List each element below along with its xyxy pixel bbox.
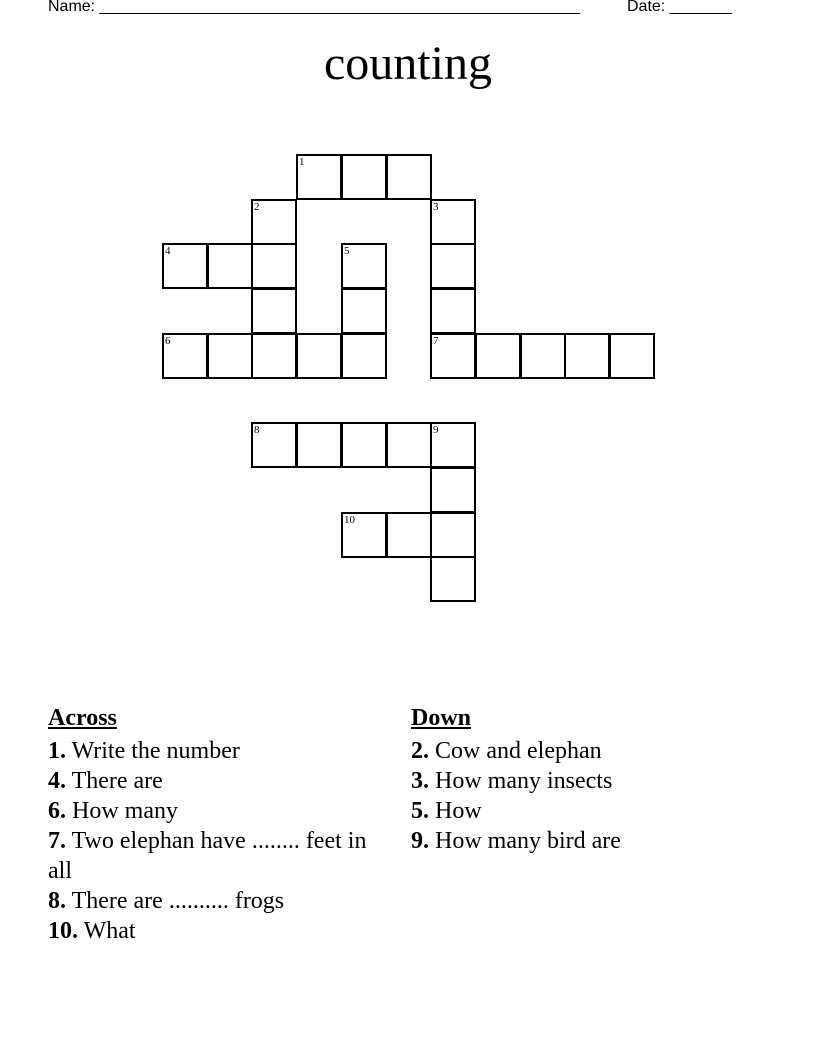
crossword-cell[interactable]: [609, 333, 655, 379]
crossword-cell[interactable]: [207, 333, 253, 379]
clue-text: How many insects: [429, 768, 613, 794]
clue-number: 4.: [48, 768, 66, 794]
clue-text: What: [78, 918, 136, 944]
crossword-cell[interactable]: [207, 243, 253, 289]
down-clue: [411, 736, 771, 766]
clue-number: 6: [165, 335, 171, 347]
clue-number: 1.: [48, 738, 66, 764]
clue-number: 8.: [48, 888, 66, 914]
date-field-label: Date: _______: [627, 0, 732, 15]
clue-text: Two elephan have ........ feet in all: [48, 828, 367, 884]
clue-number: 4: [165, 245, 171, 257]
crossword-cell[interactable]: [386, 512, 432, 558]
crossword-cell[interactable]: [251, 288, 297, 334]
crossword-cell[interactable]: [430, 288, 476, 334]
crossword-cell[interactable]: [430, 422, 476, 468]
across-clue: [48, 766, 368, 796]
crossword-cell[interactable]: [341, 422, 387, 468]
crossword-cell[interactable]: [475, 333, 521, 379]
clue-number: 3.: [411, 768, 429, 794]
crossword-cell[interactable]: [251, 243, 297, 289]
name-field-label: Name: ______________________________________________________: [48, 0, 581, 15]
clue-text: There are .......... frogs: [66, 888, 285, 914]
down-clue: [411, 766, 771, 796]
crossword-cell[interactable]: [430, 333, 476, 379]
down-heading: Down: [411, 705, 472, 731]
clue-number: 10.: [48, 918, 78, 944]
across-clue: [48, 796, 368, 826]
clue-number: 2: [254, 201, 260, 213]
crossword-cell[interactable]: [341, 333, 387, 379]
clue-number: 5.: [411, 798, 429, 824]
clue-text: How many bird are: [429, 828, 621, 854]
crossword-cell[interactable]: [251, 199, 297, 245]
across-clues: [48, 704, 368, 946]
down-clue: [411, 826, 771, 856]
crossword-cell[interactable]: [430, 467, 476, 513]
across-clue-list: [48, 736, 368, 946]
crossword-cell[interactable]: [386, 422, 432, 468]
clue-number: 1: [299, 156, 305, 168]
clue-number: 9.: [411, 828, 429, 854]
across-clue: [48, 826, 368, 886]
crossword-cell[interactable]: [251, 333, 297, 379]
crossword-cell[interactable]: [341, 512, 387, 558]
across-clue: [48, 736, 368, 766]
down-clue: [411, 796, 771, 826]
crossword-cell[interactable]: [162, 333, 208, 379]
clue-number: 2.: [411, 738, 429, 764]
crossword-cell[interactable]: [430, 556, 476, 602]
across-clue: [48, 886, 368, 916]
clue-number: 3: [433, 201, 439, 213]
down-clue-list: [411, 736, 771, 856]
crossword-cell[interactable]: [430, 512, 476, 558]
down-clues: [411, 704, 771, 856]
crossword-cell[interactable]: [564, 333, 610, 379]
clue-text: Cow and elephan: [429, 738, 602, 764]
clue-number: 7.: [48, 828, 66, 854]
crossword-cell[interactable]: [296, 333, 342, 379]
clue-number: 7: [433, 335, 439, 347]
crossword-cell[interactable]: [162, 243, 208, 289]
across-clue: [48, 916, 368, 946]
clue-number: 10: [344, 514, 355, 526]
crossword-cell[interactable]: [341, 243, 387, 289]
crossword-cell[interactable]: [386, 154, 432, 200]
clue-number: 5: [344, 245, 350, 257]
crossword-cell[interactable]: [430, 243, 476, 289]
clue-text: Write the number: [66, 738, 240, 764]
crossword-cell[interactable]: [520, 333, 566, 379]
clue-text: How: [429, 798, 482, 824]
crossword-cell[interactable]: [341, 154, 387, 200]
clue-number: 8: [254, 424, 260, 436]
crossword-cell[interactable]: [430, 199, 476, 245]
across-heading: Across: [48, 705, 117, 731]
clue-number: 6.: [48, 798, 66, 824]
clue-text: How many: [66, 798, 178, 824]
clue-number: 9: [433, 424, 439, 436]
crossword-cell[interactable]: [296, 154, 342, 200]
crossword-cell[interactable]: [296, 422, 342, 468]
clue-text: There are: [66, 768, 163, 794]
crossword-cell[interactable]: [341, 288, 387, 334]
page-title: counting: [324, 37, 492, 90]
crossword-cell[interactable]: [251, 422, 297, 468]
